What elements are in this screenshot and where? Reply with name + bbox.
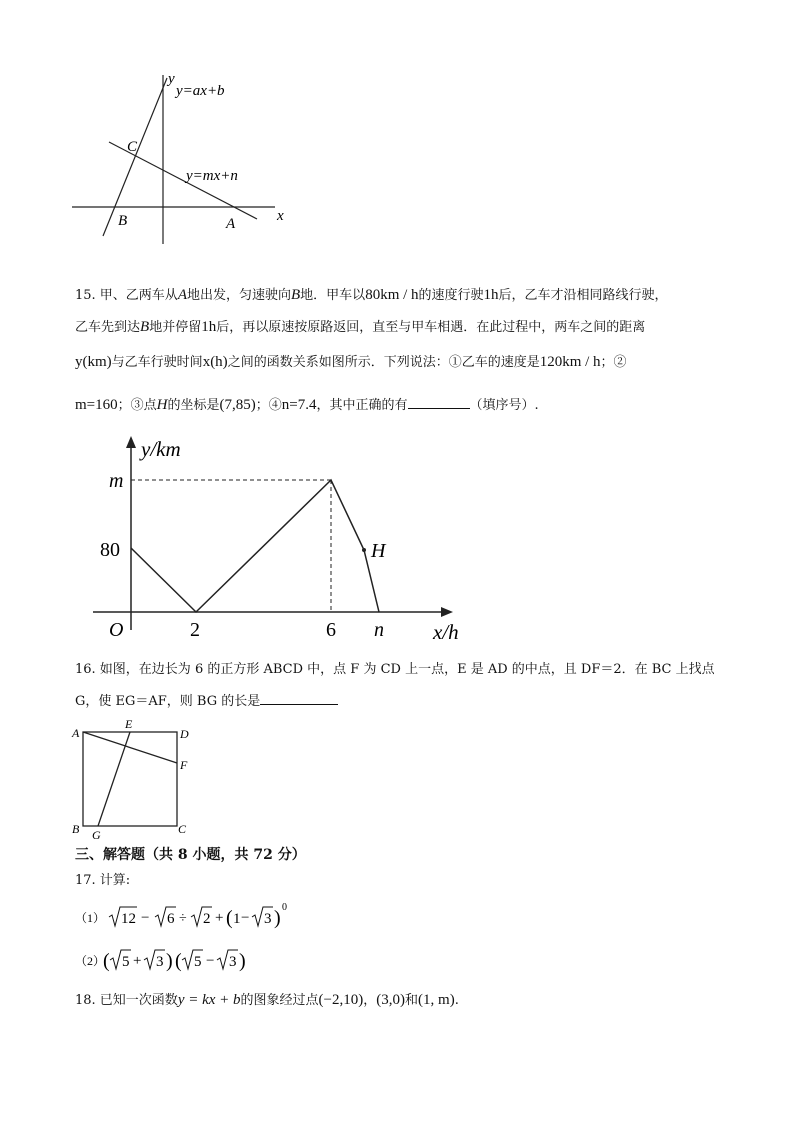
fig16-label-d: D (180, 727, 189, 741)
svg-text:+: + (215, 910, 224, 926)
segment-eg (98, 732, 130, 826)
svg-text:（1）: （1） (75, 911, 106, 925)
graph-q15 (85, 430, 485, 645)
svg-text:3: 3 (229, 954, 237, 970)
svg-text:3: 3 (156, 954, 164, 970)
svg-text:6: 6 (167, 911, 175, 927)
line-ax-b (103, 78, 167, 236)
x-axis-arrow (441, 607, 453, 617)
q17-title: 17. 计算: (75, 873, 131, 888)
label-line-mx-n: y=mx+n (186, 168, 238, 184)
svg-text:−: − (206, 953, 215, 969)
label-b: B (118, 213, 128, 229)
svg-text:5: 5 (122, 954, 130, 970)
svg-text:(: ( (226, 907, 233, 929)
svg-text:0: 0 (282, 902, 287, 913)
svg-text:(: ( (175, 950, 182, 972)
fig16-label-f: F (180, 758, 188, 772)
graph-n-label: n (374, 619, 384, 641)
figure-q16 (68, 717, 198, 842)
svg-text:): ) (166, 950, 173, 972)
svg-text:−: − (141, 910, 150, 926)
q15-line-1: 15. 甲、乙两车从A地出发，匀速驶向B地．甲车以80km / h的速度行驶1h后，乙车才沿相同路线行驶， (75, 287, 668, 303)
fig16-label-a: A (72, 726, 80, 740)
label-c: C (127, 139, 138, 155)
fig16-label-e: E (125, 717, 133, 731)
fig16-label-b: B (72, 822, 80, 836)
graph-m-label: m (109, 470, 124, 492)
graph-6-label: 6 (326, 619, 336, 641)
distance-curve (131, 480, 379, 612)
q15-line-2: 乙车先到达B地并停留1h后，再以原速按原路返回，直至与甲车相遇．在此过程中，两车之间的距离 (75, 319, 646, 335)
label-x: x (277, 208, 284, 224)
q18-line: 18. 已知一次函数y = kx + b的图象经过点(−2,10)，(3,0)和(1, m). (75, 992, 459, 1008)
section-3-title: 三、解答题（共 8 小题，共 72 分） (75, 847, 306, 863)
svg-text:5: 5 (194, 954, 202, 970)
svg-text:): ) (239, 950, 246, 972)
q15-line-3: y(km)与乙车行驶时间x(h)之间的函数关系如图所示．下列说法：①乙车的速度是120km / h；② (75, 354, 627, 370)
segment-af (83, 732, 177, 763)
graph-h-label: H (371, 540, 386, 562)
y-axis-arrow (126, 436, 136, 448)
graph-2-label: 2 (190, 619, 200, 641)
fig16-label-c: C (178, 822, 187, 836)
graph-x-label: x/h (433, 620, 459, 644)
svg-text:+: + (133, 953, 142, 969)
svg-text:): ) (274, 907, 281, 929)
svg-text:2: 2 (203, 911, 211, 927)
svg-text:÷: ÷ (179, 911, 187, 926)
graph-origin-label: O (109, 619, 124, 641)
svg-text:(: ( (103, 950, 110, 972)
label-line-ax-b: y=ax+b (176, 83, 225, 99)
graph-80-label: 80 (100, 539, 120, 561)
answer-blank-q15[interactable] (408, 396, 470, 409)
fig16-label-g: G (92, 828, 101, 842)
svg-text:−: − (241, 910, 250, 926)
svg-text:1: 1 (233, 911, 241, 927)
svg-text:（2）: （2） (75, 954, 106, 968)
q17-part-1 (75, 900, 295, 934)
figure-q14 (65, 68, 295, 248)
point-h (362, 548, 366, 552)
q15-line-4: m=160；③点H的坐标是(7,85)；④n=7.4，其中正确的有 （填序号）. (75, 397, 539, 413)
q16-line-2: G，使 EG＝AF，则 BG 的长是 (75, 692, 338, 712)
label-y: y (168, 71, 175, 87)
svg-text:12: 12 (121, 911, 136, 927)
label-a: A (226, 216, 236, 232)
q17-part-2 (75, 943, 275, 977)
answer-blank-q16[interactable] (260, 692, 338, 705)
graph-y-label: y/km (141, 437, 181, 461)
svg-text:3: 3 (264, 911, 272, 927)
q16-line-1: 16. 如图，在边长为 6 的正方形 ABCD 中，点 F 为 CD 上一点，E 是 AD 的中点，且 DF＝2．在 BC 上找点 (75, 662, 715, 677)
square-abcd (83, 732, 177, 826)
